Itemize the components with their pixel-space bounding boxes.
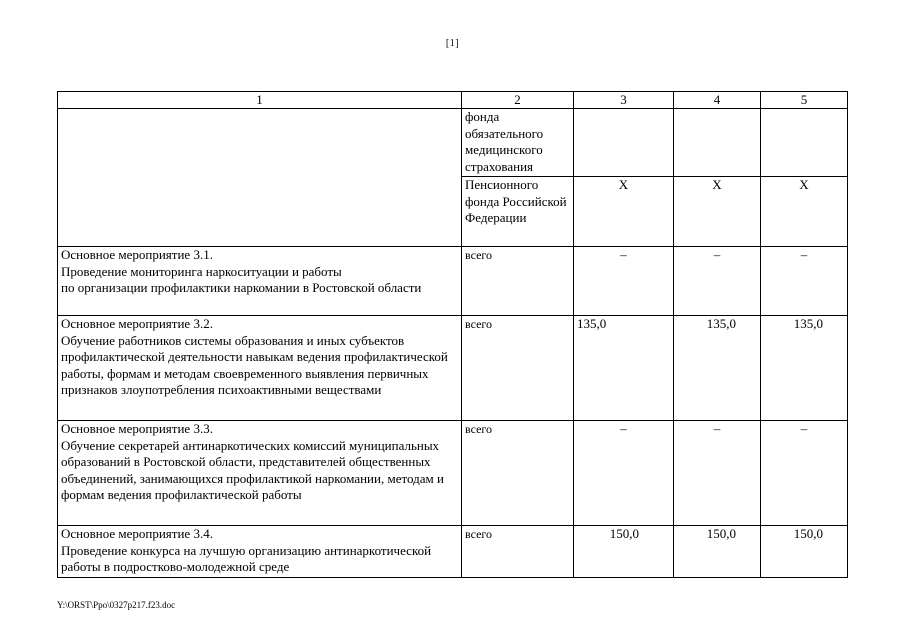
program-text: Основное мероприятие 3.4. Проведение конкурса на лучшую организацию антинаркотической работы в подростково-молодежной среде: [61, 526, 432, 574]
value-cell-5: –: [761, 421, 848, 526]
value-cell-3: –: [574, 421, 674, 526]
funding-source-cell: всего: [462, 316, 574, 421]
page-number: [1]: [445, 38, 460, 49]
value-cell-3: [574, 109, 674, 177]
value-cell-3: 150,0: [574, 526, 674, 578]
document-file-path: Y:\ORST\Ppo\0327p217.f23.doc: [57, 600, 176, 610]
value-cell-3: –: [574, 247, 674, 316]
program-cell: [58, 247, 462, 316]
program-text: Основное мероприятие 3.2. Обучение работников системы образования и иных субъектов профилактической деятельности навыкам ведения профилактической работы, формам и методам своевременного выявления первичных признаков злоупотребления психоактивными веществами: [61, 316, 448, 397]
program-cell: [58, 421, 462, 526]
column-header: 3: [574, 92, 674, 109]
value-cell-4: –: [674, 247, 761, 316]
table-header-row: [58, 92, 848, 109]
column-header: 4: [674, 92, 761, 109]
value-cell-5: [761, 109, 848, 177]
program-text: Основное мероприятие 3.1. Проведение мониторинга наркоситуации и работы по организации профилактики наркомании в Ростовской области: [61, 247, 422, 295]
value-cell-4: Х: [674, 177, 761, 247]
value-cell-4: –: [674, 421, 761, 526]
table-row: [58, 177, 848, 247]
table-row: [58, 316, 848, 421]
value-cell-5: 150,0: [761, 526, 848, 578]
value-cell-3: 135,0: [574, 316, 674, 421]
column-header: 1: [58, 92, 462, 109]
program-cell: [58, 316, 462, 421]
table-row: [58, 247, 848, 316]
program-cell: [58, 526, 462, 578]
funding-source-cell: всего: [462, 526, 574, 578]
table-row: [58, 526, 848, 578]
value-cell-5: Х: [761, 177, 848, 247]
program-cell: [58, 177, 462, 247]
funding-source-cell: всего: [462, 247, 574, 316]
funding-source-cell: Пенсионного фонда Российской Федерации: [462, 177, 574, 247]
budget-table: [57, 91, 848, 578]
program-text: Основное мероприятие 3.3. Обучение секретарей антинаркотических комиссий муниципальных образований в Ростовской области, представителей общественных объединений, занимающихся профилактикой наркомании, методам и формам ведения профилактической работы: [61, 421, 444, 502]
value-cell-4: 135,0: [674, 316, 761, 421]
value-cell-5: –: [761, 247, 848, 316]
table-row: [58, 109, 848, 177]
column-header: 5: [761, 92, 848, 109]
funding-source-cell: фонда обязательного медицинского страхования: [462, 109, 574, 177]
value-cell-3: Х: [574, 177, 674, 247]
table-row: [58, 421, 848, 526]
value-cell-5: 135,0: [761, 316, 848, 421]
column-header: 2: [462, 92, 574, 109]
funding-source-cell: всего: [462, 421, 574, 526]
program-cell: [58, 109, 462, 177]
value-cell-4: [674, 109, 761, 177]
value-cell-4: 150,0: [674, 526, 761, 578]
